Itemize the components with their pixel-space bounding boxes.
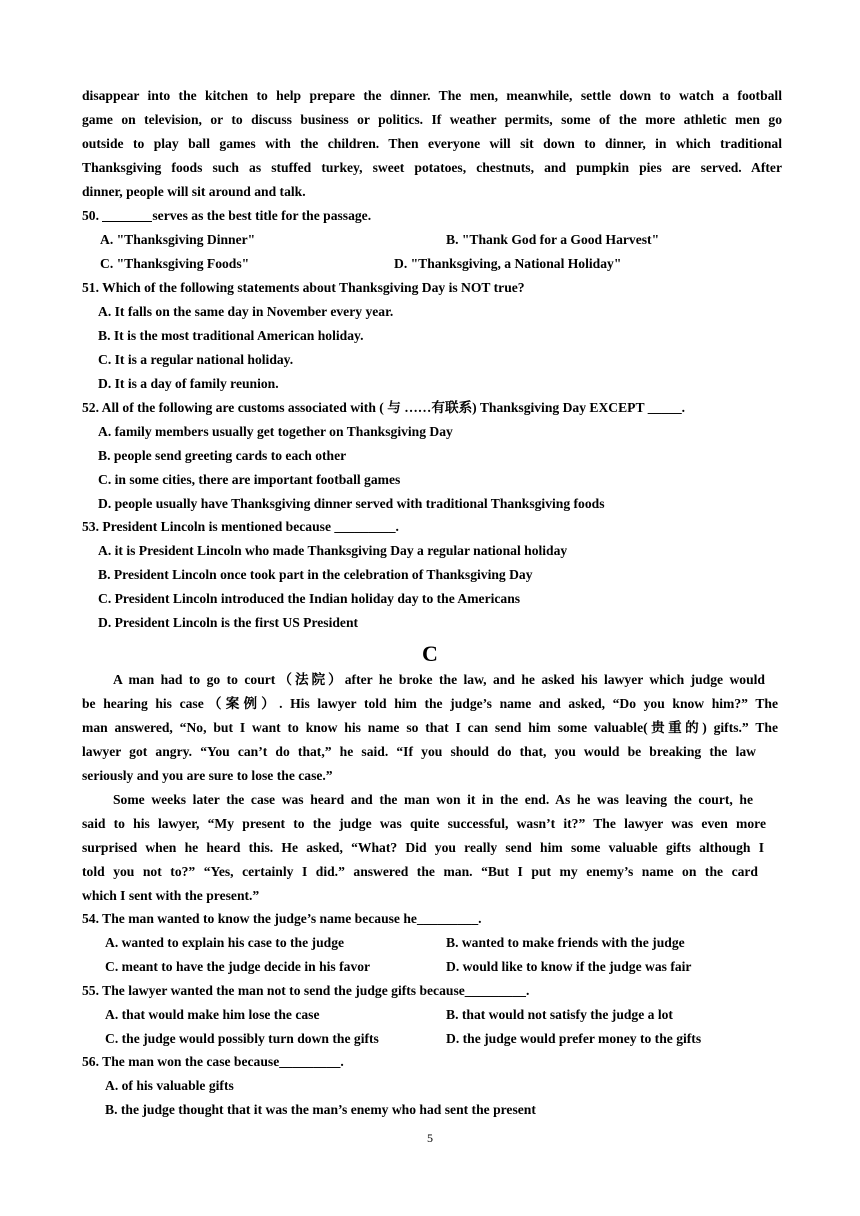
question-53-stem: 53. President Lincoln is mentioned because _________. xyxy=(82,519,399,534)
option-d: D. President Lincoln is the first US President xyxy=(98,615,359,630)
passage-line: told you not to?” “Yes, certainly I did.” answered the man. “But I put my enemy’s name on the card xyxy=(82,864,758,879)
question-50-stem xyxy=(82,204,371,228)
option-a: A. it is President Lincoln who made Thanksgiving Day a regular national holiday xyxy=(98,543,568,558)
question-55-stem: 55. The lawyer wanted the man not to send the judge gifts because_________. xyxy=(82,983,530,998)
option-d: D. would like to know if the judge was fair xyxy=(446,959,692,974)
passage-line: Thanksgiving foods such as stuffed turkey, sweet potatoes, chestnuts, and pumpkin pies are served. After xyxy=(82,160,782,175)
passage-line: A man had to go to court（法院）after he broke the law, and he asked his lawyer which judge would xyxy=(113,672,765,687)
passage-line: surprised when he heard this. He asked, “What? Did you really send him some valuable gifts although I xyxy=(82,840,764,855)
option-b: B. wanted to make friends with the judge xyxy=(446,935,685,950)
option-c: C. "Thanksgiving Foods" xyxy=(100,256,250,271)
option-d: D. the judge would prefer money to the gifts xyxy=(446,1031,702,1046)
option-a: A. wanted to explain his case to the judge xyxy=(105,935,345,950)
passage-line: be hearing his case（案例）. His lawyer told him the judge’s name and asked, “Do you know him?” The xyxy=(82,696,778,711)
option-c: C. the judge would possibly turn down the gifts xyxy=(105,1031,379,1046)
option-d: D. people usually have Thanksgiving dinner served with traditional Thanksgiving foods xyxy=(98,496,605,511)
passage-line: which I sent with the present.” xyxy=(82,888,260,903)
option-d: D. It is a day of family reunion. xyxy=(98,376,279,391)
option-a: A. "Thanksgiving Dinner" xyxy=(100,232,256,247)
option-b: B. President Lincoln once took part in the celebration of Thanksgiving Day xyxy=(98,567,533,582)
question-54-stem: 54. The man wanted to know the judge’s name because he_________. xyxy=(82,911,482,926)
passage-line: game on television, or to discuss business or politics. If weather permits, some of the more athletic men go xyxy=(82,112,782,127)
section-heading: C xyxy=(422,641,438,666)
option-c: C. meant to have the judge decide in his favor xyxy=(105,959,371,974)
question-56-stem: 56. The man won the case because_________. xyxy=(82,1054,344,1069)
question-number: 50. xyxy=(82,208,103,223)
page-number: 5 xyxy=(427,1131,433,1145)
option-c: C. It is a regular national holiday. xyxy=(98,352,294,367)
passage-line: said to his lawyer, “My present to the judge was quite successful, wasn’t it?” The lawyer was even more xyxy=(82,816,766,831)
option-b: B. It is the most traditional American holiday. xyxy=(98,328,364,343)
option-a: A. It falls on the same day in November every year. xyxy=(98,304,394,319)
option-c: C. in some cities, there are important football games xyxy=(98,472,401,487)
question-52-stem: 52. All of the following are customs associated with ( 与 ……有联系) Thanksgiving Day EXCEPT _____. xyxy=(82,400,686,415)
option-b: B. the judge thought that it was the man’s enemy who had sent the present xyxy=(105,1102,536,1117)
passage-line: man answered, “No, but I want to know his name so that I can send him some valuable(贵重的) gifts.” The xyxy=(82,720,778,735)
question-51-stem: 51. Which of the following statements about Thanksgiving Day is NOT true? xyxy=(82,280,525,295)
option-b: B. people send greeting cards to each other xyxy=(98,448,347,463)
option-a: A. of his valuable gifts xyxy=(105,1078,234,1093)
answer-blank xyxy=(102,207,152,222)
option-a: A. family members usually get together on Thanksgiving Day xyxy=(98,424,453,439)
passage-line: outside to play ball games with the children. Then everyone will sit down to dinner, in which traditional xyxy=(82,136,782,151)
option-d: D. "Thanksgiving, a National Holiday" xyxy=(394,256,622,271)
option-c: C. President Lincoln introduced the Indian holiday day to the Americans xyxy=(98,591,521,606)
passage-line: Some weeks later the case was heard and the man won it in the end. As he was leaving the court, he xyxy=(113,792,753,807)
passage-line: disappear into the kitchen to help prepare the dinner. The men, meanwhile, settle down to watch a football xyxy=(82,88,782,103)
question-text: serves as the best title for the passage. xyxy=(152,208,372,223)
passage-line: seriously and you are sure to lose the case.” xyxy=(82,768,333,783)
passage-line: lawyer got angry. “You can’t do that,” he said. “If you should do that, you would be breaking the law xyxy=(82,744,756,759)
option-b: B. "Thank God for a Good Harvest" xyxy=(446,232,660,247)
passage-line: dinner, people will sit around and talk. xyxy=(82,184,306,199)
option-a: A. that would make him lose the case xyxy=(105,1007,320,1022)
option-b: B. that would not satisfy the judge a lot xyxy=(446,1007,673,1022)
